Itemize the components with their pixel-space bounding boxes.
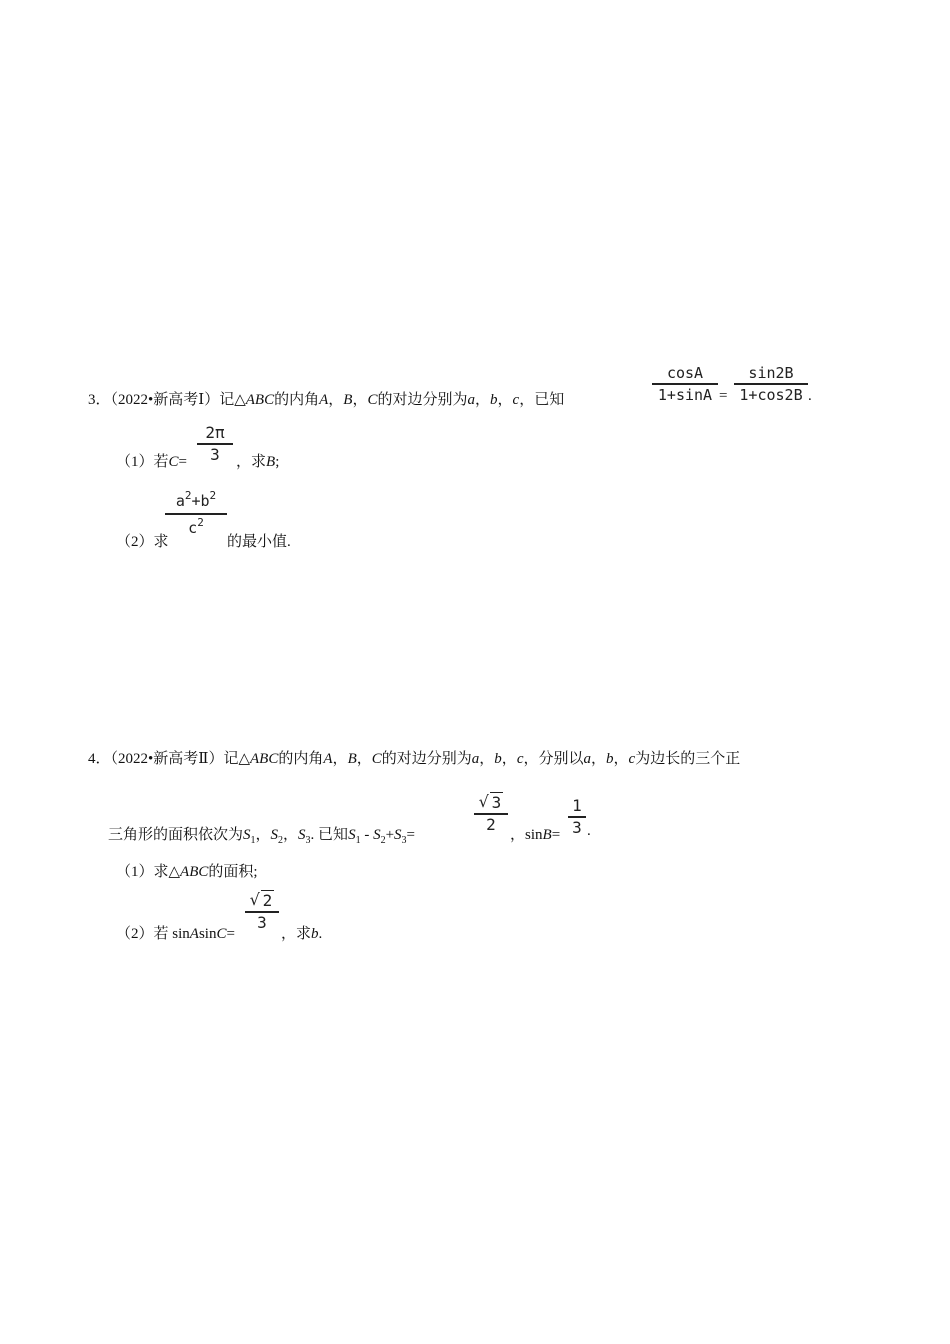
q4-stem-line2 [108,823,415,846]
q3-equals: = [719,388,728,404]
q3-part2-var-c: c [188,518,198,537]
q4-var-S: S [348,827,356,843]
q3-part2-exponent: 2 [209,489,217,502]
q3-var-C: C [367,392,378,408]
q3-var-b: b [490,392,498,408]
fraction-bar [165,513,227,515]
q3-comma: ， [497,392,513,408]
q3-part1-text: ; [275,454,280,470]
q4-var-S: S [373,827,381,843]
q3-period: . [808,388,812,404]
q4-text: 三角形的面积依次为 [108,827,244,843]
q3-text: ，已知 [519,392,565,408]
q4-comma: ， [356,751,372,767]
q4-fraction-one-third [568,797,586,837]
q3-part1-text: ，求 [236,454,267,470]
q4-var-S: S [298,827,306,843]
q4-text: 的内角 [278,751,324,767]
q4-number: 4． [88,751,111,767]
q3-fraction-denominator: 1+cos2B [739,385,803,404]
q4-var-c: c [628,751,636,767]
q3-fraction-sin2B [734,364,808,404]
q3-part2-label: （2）求 [116,534,169,550]
q4-part2-fraction-sqrt2-over-3 [245,892,279,932]
q3-part2-exponent: 2 [197,515,204,529]
q3-text: 记△ [219,392,246,408]
q4-radicand: 3 [491,793,502,812]
q4-part2-text: ，求 [281,926,312,942]
q4-fraction-numerator [474,794,508,812]
q4-part2-var-A: A [189,926,199,942]
q3-part1-equals: = [178,454,187,470]
q4-fraction-denominator: 2 [486,814,496,834]
q4-subscript: 3 [305,835,311,846]
q3-part2-plus-b: +b [191,492,210,510]
q3-stem [88,388,564,409]
q3-part1-tail [236,450,279,471]
q4-source: （2022•新高考Ⅱ） [110,751,224,767]
q3-part2-fraction-denominator [165,515,227,539]
q3-number: 3． [88,392,111,408]
q3-fraction-numerator: cosA [666,364,704,382]
q4-stem-line1 [88,747,740,768]
q4-var-a: a [471,751,480,767]
q3-part1-label [116,450,187,471]
q4-var-A: A [323,751,333,767]
q4-comma: ， [613,751,629,767]
q4-var-b: b [606,751,614,767]
q4-var-B: B [542,827,552,843]
q3-part2-var-a: a [175,492,185,510]
q4-comma: ， [501,751,517,767]
q4-comma: ， [255,827,271,843]
q4-equals: = [551,827,561,843]
q4-fraction-denominator: 3 [572,817,582,837]
q4-part2-var-C: C [216,926,227,942]
q4-var-C: C [371,751,382,767]
q4-triangle-abc: ABC [250,751,279,767]
q4-part2-var-b: b [311,926,319,942]
q3-part1-text: （1）若 [116,454,169,470]
q4-text: ，分别以 [523,751,584,767]
q4-part1-triangle-abc: ABC [180,864,209,880]
q4-var-c: c [516,751,524,767]
q4-part2-radicand: 2 [262,891,273,910]
q4-text: 为边长的三个正 [635,751,741,767]
q3-comma: ， [475,392,491,408]
q4-part2-text: sin [198,926,217,942]
q4-text: 记△ [223,751,251,767]
q3-part1-fraction [197,424,233,464]
q3-var-c: c [512,392,520,408]
q3-source: （2022•新高考Ⅰ） [110,392,220,408]
q3-fraction-cosA [652,364,718,404]
q3-part1-fraction-numerator: 2π [205,423,225,442]
q4-part2-label [116,922,235,943]
q4-equals: = [406,827,415,843]
q3-comma: ， [328,392,344,408]
q3-part1-var-C: C [168,454,179,470]
q3-part2-fraction [165,489,227,539]
q4-text: ，sin [510,827,543,843]
q4-var-S: S [394,827,402,843]
q4-part2-text: . [318,926,323,942]
q3-part2-exponent: 2 [184,489,192,502]
q4-text: 的对边分别为 [381,751,472,767]
q4-var-a: a [583,751,591,767]
q3-text: 的对边分别为 [377,392,468,408]
q4-part1-text: 的面积; [208,864,258,880]
q3-var-A: A [319,392,329,408]
q4-subscript: 3 [401,835,407,846]
q4-comma: ， [591,751,607,767]
q3-fraction-numerator: sin2B [748,364,794,382]
sqrt-icon: √ 3 [478,792,502,812]
q4-part1-text: （1）求△ [116,864,181,880]
q4-var-B: B [347,751,357,767]
q4-subscript: 1 [355,835,361,846]
fraction-bar [734,383,808,385]
q4-part2-fraction-numerator [245,892,279,910]
q3-part2-tail: 的最小值. [227,534,291,550]
q4-part2-text: （2）若 sin [116,926,190,942]
q4-sinB [510,823,560,844]
q4-comma: ， [283,827,299,843]
q4-period: . [587,823,591,839]
q4-var-S: S [243,827,251,843]
q3-part1-var-B: B [266,454,276,470]
q4-var-S: S [270,827,279,843]
q3-var-B: B [343,392,353,408]
q4-var-b: b [494,751,502,767]
q4-part2-tail [281,922,322,943]
q4-comma: ， [332,751,348,767]
q3-fraction-denominator: 1+sinA [657,385,713,404]
sqrt-icon: √ 2 [249,890,273,910]
q3-var-a: a [467,392,476,408]
q3-part2-fraction-numerator [165,489,227,512]
q4-plus: + [385,827,395,843]
q4-subscript: 2 [278,835,284,846]
q3-comma: ， [352,392,368,408]
q4-part1 [116,860,258,881]
q4-subscript: 2 [380,835,386,846]
q3-part1-fraction-denominator: 3 [210,444,220,464]
q4-minus: - [360,827,374,843]
fraction-bar [652,383,718,385]
q4-subscript: 1 [250,835,256,846]
q4-fraction-sqrt3-over-2 [474,794,508,834]
q4-part2-equals: = [226,926,235,942]
q3-text: 的内角 [274,392,320,408]
q4-text: . 已知 [310,827,349,843]
q3-triangle-abc: ABC [245,392,275,408]
q4-fraction-numerator: 1 [572,796,582,815]
q4-part2-fraction-denominator: 3 [257,912,267,932]
q4-comma: ， [479,751,495,767]
